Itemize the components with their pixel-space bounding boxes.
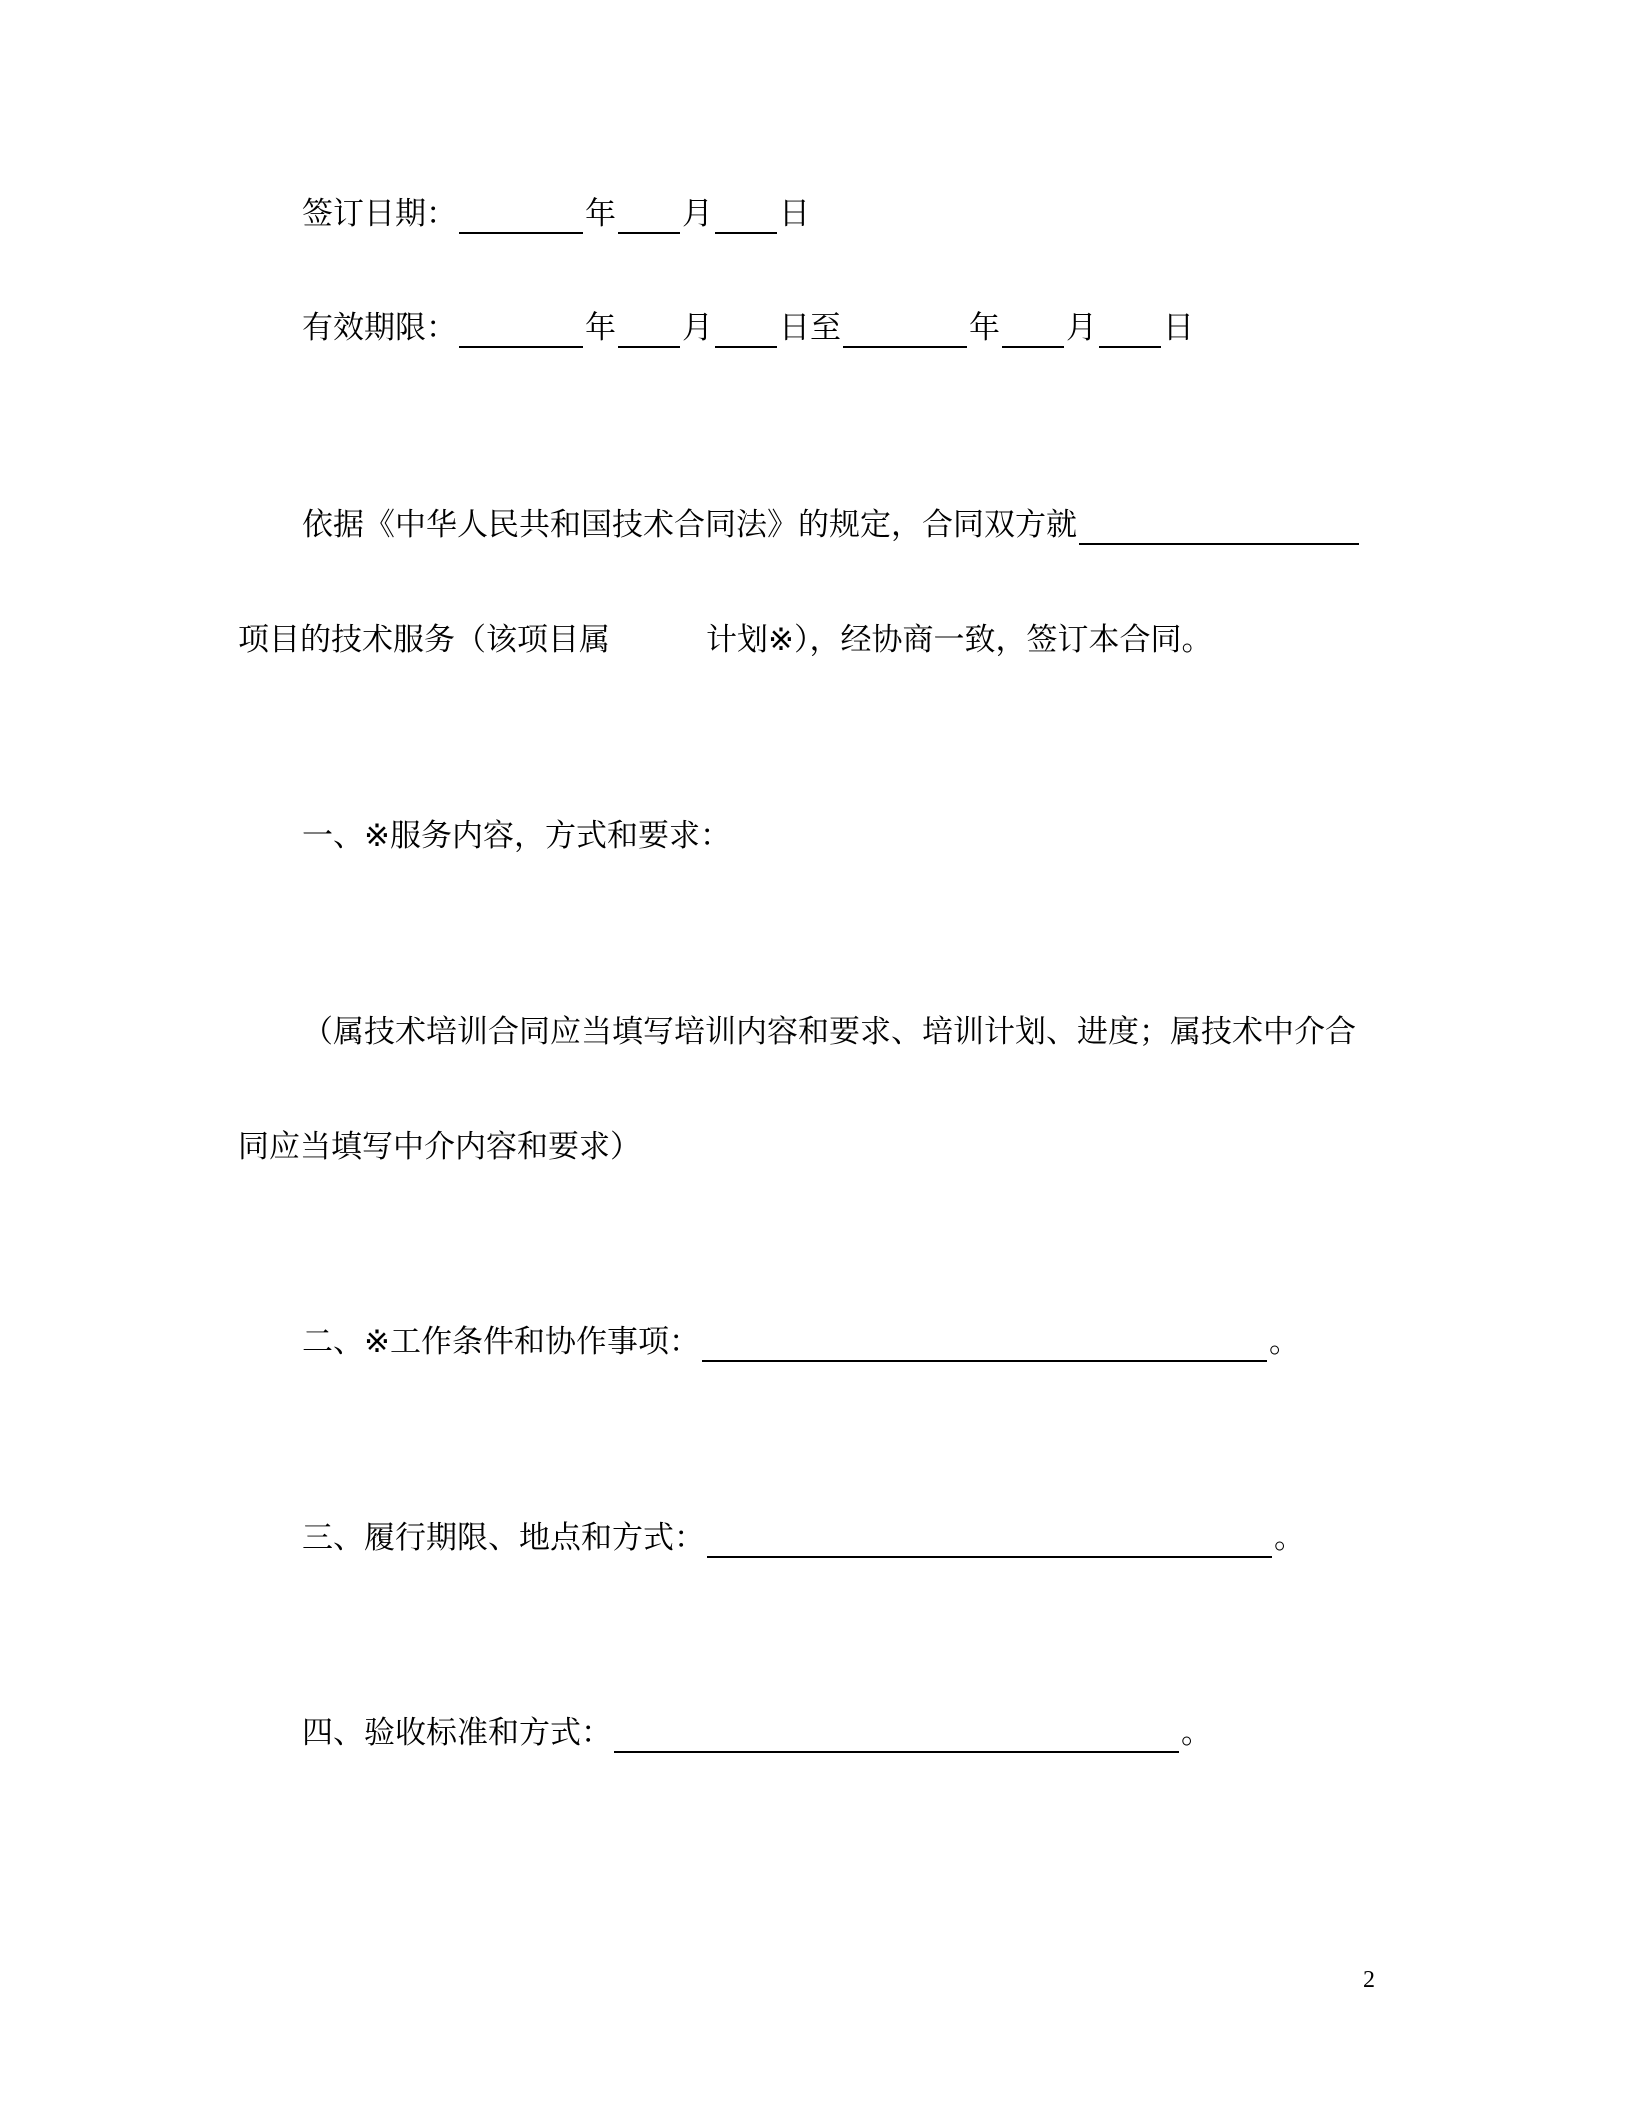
validity-start-month-unit: 月 bbox=[682, 310, 713, 346]
section-2-line bbox=[302, 1322, 1300, 1362]
validity-start-year-unit: 年 bbox=[585, 310, 616, 346]
signing-year-blank[interactable] bbox=[459, 200, 583, 234]
page-number: 2 bbox=[1363, 1967, 1375, 1993]
preamble-line-2 bbox=[238, 620, 1212, 660]
section-2-label: 二、※工作条件和协作事项： bbox=[302, 1324, 700, 1360]
section-4-end: 。 bbox=[1181, 1715, 1212, 1751]
section-1-heading: 一、※服务内容，方式和要求： bbox=[302, 818, 731, 854]
validity-end-month-blank[interactable] bbox=[1002, 314, 1064, 348]
signing-month-unit: 月 bbox=[682, 196, 713, 232]
section-3-line bbox=[302, 1518, 1305, 1558]
section-4-blank[interactable] bbox=[614, 1719, 1179, 1753]
signing-day-unit: 日 bbox=[779, 196, 810, 232]
validity-line bbox=[302, 308, 1194, 348]
section-4-line bbox=[302, 1713, 1212, 1753]
preamble-line-1 bbox=[302, 505, 1361, 545]
section-4-label: 四、验收标准和方式： bbox=[302, 1715, 612, 1751]
section-3-blank[interactable] bbox=[707, 1524, 1272, 1558]
preamble-text-2a: 项目的技术服务（该项目属 bbox=[238, 622, 610, 658]
signing-date-label: 签订日期： bbox=[302, 196, 457, 232]
validity-end-month-unit: 月 bbox=[1066, 310, 1097, 346]
section-1-note-line-2: 同应当填写中介内容和要求） bbox=[238, 1129, 641, 1165]
validity-start-year-blank[interactable] bbox=[459, 314, 583, 348]
validity-start-month-blank[interactable] bbox=[618, 314, 680, 348]
validity-end-year-unit: 年 bbox=[969, 310, 1000, 346]
signing-day-blank[interactable] bbox=[715, 200, 777, 234]
preamble-text-2b: 计划※），经协商一致，签订本合同。 bbox=[706, 622, 1213, 658]
section-2-blank[interactable] bbox=[702, 1328, 1267, 1362]
preamble-text-1: 依据《中华人民共和国技术合同法》的规定，合同双方就 bbox=[302, 507, 1077, 543]
project-name-blank[interactable] bbox=[1079, 511, 1359, 545]
signing-month-blank[interactable] bbox=[618, 200, 680, 234]
signing-year-unit: 年 bbox=[585, 196, 616, 232]
validity-end-day-blank[interactable] bbox=[1099, 314, 1161, 348]
signing-date-line bbox=[302, 194, 810, 234]
section-1-note-line-1: （属技术培训合同应当填写培训内容和要求、培训计划、进度；属技术中介合 bbox=[302, 1014, 1356, 1050]
section-3-label: 三、履行期限、地点和方式： bbox=[302, 1520, 705, 1556]
validity-label: 有效期限： bbox=[302, 310, 457, 346]
validity-end-day-unit: 日 bbox=[1163, 310, 1194, 346]
section-3-end: 。 bbox=[1274, 1520, 1305, 1556]
validity-end-year-blank[interactable] bbox=[843, 314, 967, 348]
section-2-end: 。 bbox=[1268, 1324, 1300, 1360]
validity-start-day-unit: 日至 bbox=[779, 310, 841, 346]
validity-start-day-blank[interactable] bbox=[715, 314, 777, 348]
